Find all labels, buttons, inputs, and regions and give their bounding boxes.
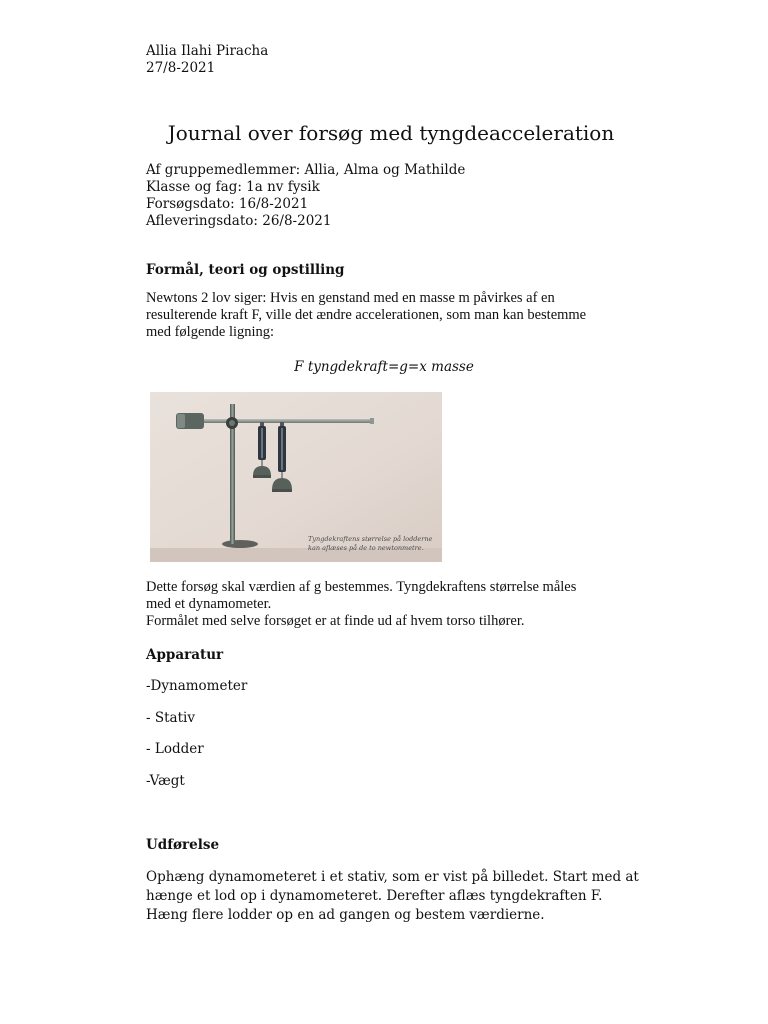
group-members: Af gruppemedlemmer: Allia, Alma og Mathilde: [146, 162, 466, 178]
heading-purpose: Formål, teori og opstilling: [146, 262, 345, 278]
experiment-date: Forsøgsdato: 16/8-2021: [146, 196, 309, 212]
apparatus-item: - Stativ: [146, 710, 195, 726]
delivery-date: Afleveringsdato: 26/8-2021: [146, 213, 332, 229]
experiment-photo: [150, 392, 442, 562]
purpose-line-1: Dette forsøg skal værdien af g bestemmes. Tyngdekraftens størrelse måles: [146, 579, 577, 595]
heading-apparatus: Apparatur: [146, 647, 224, 663]
header-date: 27/8-2021: [146, 60, 216, 76]
procedure-line-2: hænge et lod op i dynamometeret. Derefter aflæs tyngdekraften F.: [146, 888, 603, 904]
equation-lhs: F tyngdekraft: [294, 359, 388, 375]
figure-caption-line-2: kan aflæses på de to newtonmetre.: [308, 544, 424, 552]
procedure-line-1: Ophæng dynamometeret i et stativ, som er vist på billedet. Start med at: [146, 869, 639, 885]
purpose-line-3: Formålet med selve forsøget er at finde ud af hvem torso tilhører.: [146, 613, 525, 629]
equation-rhs: x masse: [419, 359, 474, 375]
theory-line-3: med følgende ligning:: [146, 324, 275, 340]
document-title: Journal over forsøg med tyngdeacceleration: [167, 121, 615, 145]
heading-procedure: Udførelse: [146, 837, 220, 853]
equation-mid: g: [399, 359, 408, 375]
equation: [0, 358, 768, 376]
apparatus-item: -Dynamometer: [146, 678, 248, 694]
theory-line-1: Newtons 2 lov siger: Hvis en genstand med en masse m påvirkes af en: [146, 290, 555, 306]
purpose-line-2: med et dynamometer.: [146, 596, 272, 612]
procedure-line-3: Hæng flere lodder op en ad gangen og bestem værdierne.: [146, 907, 545, 923]
equation-equals-2: =: [407, 359, 420, 375]
figure-caption-line-1: Tyngdekraftens størrelse på lodderne: [308, 535, 433, 543]
author-name: Allia Ilahi Piracha: [146, 43, 269, 59]
theory-line-2: resulterende kraft F, ville det ændre accelerationen, som man kan bestemme: [146, 307, 587, 323]
class-subject: Klasse og fag: 1a nv fysik: [146, 179, 320, 195]
equation-equals-1: =: [387, 359, 400, 375]
apparatus-item: - Lodder: [146, 741, 204, 757]
apparatus-item: -Vægt: [146, 773, 185, 789]
